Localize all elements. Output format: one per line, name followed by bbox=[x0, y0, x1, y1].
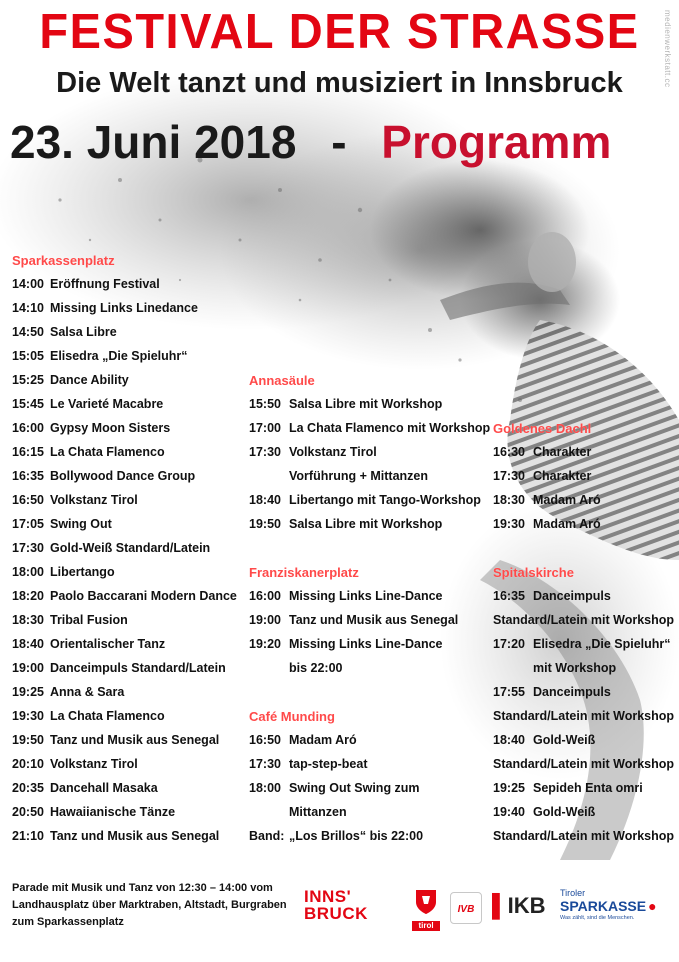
act-name: Volkstanz Tirol bbox=[50, 493, 138, 507]
act-name: Le Varieté Macabre bbox=[50, 397, 164, 411]
time-label: 19:00 bbox=[12, 661, 44, 675]
sparkasse-logo-tagline: Was zählt, sind die Menschen. bbox=[560, 915, 635, 921]
act-name: Elisedra „Die Spieluhr“ bbox=[533, 637, 671, 651]
time-label: 18:20 bbox=[12, 589, 44, 603]
venue-title: Café Munding bbox=[249, 709, 335, 724]
act-name: Gypsy Moon Sisters bbox=[50, 421, 171, 435]
parade-line: Parade mit Musik und Tanz von 12:30 – 14:00 vom bbox=[12, 882, 273, 894]
venue-title: Spitalskirche bbox=[493, 565, 574, 580]
act-name: Tanz und Musik aus Senegal bbox=[289, 613, 459, 627]
act-name: Sepideh Enta omri bbox=[533, 781, 643, 795]
time-label: 17:30 bbox=[249, 445, 281, 459]
act-name: Gold-Weiß bbox=[533, 733, 596, 747]
schedule-row bbox=[12, 488, 237, 512]
act-name: Salsa Libre bbox=[50, 325, 117, 339]
innsbruck-logo bbox=[304, 888, 368, 922]
act-name: Missing Links Line-Dance bbox=[289, 637, 443, 651]
time-label bbox=[493, 656, 533, 680]
act-name: Dance Ability bbox=[50, 373, 129, 387]
act-name: Swing Out bbox=[50, 517, 112, 531]
sparkasse-s-icon: ● bbox=[648, 898, 657, 914]
act-name: Bollywood Dance Group bbox=[50, 469, 196, 483]
innsbruck-logo-line1: INNS' bbox=[304, 887, 352, 906]
act-name: Missing Links Linedance bbox=[50, 301, 198, 315]
act-name: Standard/Latein mit Workshop bbox=[493, 613, 675, 627]
time-label: 19:30 bbox=[12, 709, 44, 723]
act-name: mit Workshop bbox=[533, 661, 617, 675]
sponsor-logos bbox=[302, 886, 679, 936]
photo-credit: medienwerkstatt.cc bbox=[663, 10, 672, 88]
schedule-row bbox=[493, 464, 601, 488]
parade-line: zum Sparkassenplatz bbox=[12, 916, 124, 928]
act-name: Danceimpuls bbox=[533, 685, 611, 699]
time-label: 19:30 bbox=[493, 517, 525, 531]
act-name: Volkstanz Tirol bbox=[50, 757, 138, 771]
schedule-row bbox=[249, 800, 423, 824]
schedule-row bbox=[249, 488, 490, 512]
innsbruck-logo-line2: BRUCK bbox=[304, 904, 368, 923]
date-line bbox=[10, 116, 611, 168]
act-name: Tanz und Musik aus Senegal bbox=[50, 733, 220, 747]
time-label: 17:20 bbox=[493, 637, 525, 651]
schedule-row bbox=[249, 824, 423, 848]
schedule-row bbox=[12, 608, 237, 632]
schedule-row bbox=[12, 512, 237, 536]
time-label: 17:00 bbox=[249, 421, 281, 435]
time-label: 16:50 bbox=[249, 733, 281, 747]
schedule-row bbox=[12, 584, 237, 608]
schedule-row bbox=[493, 680, 674, 704]
act-name: Danceimpuls Standard/Latein bbox=[50, 661, 226, 675]
program-label: Programm bbox=[381, 116, 612, 168]
time-label: 17:30 bbox=[249, 757, 281, 771]
act-name: Charakter bbox=[533, 469, 592, 483]
time-label: 16:00 bbox=[249, 589, 281, 603]
time-label: Band: bbox=[249, 829, 285, 843]
act-name: Paolo Baccarani Modern Dance bbox=[50, 589, 237, 603]
act-name: Anna & Sara bbox=[50, 685, 125, 699]
time-label: 17:30 bbox=[12, 541, 44, 555]
venue-goldenes-dachl bbox=[493, 420, 601, 536]
time-label: 19:50 bbox=[12, 733, 44, 747]
sparkasse-logo-name: SPARKASSE bbox=[560, 898, 647, 914]
time-label: 17:55 bbox=[493, 685, 525, 699]
schedule-row bbox=[12, 344, 237, 368]
time-label: 20:35 bbox=[12, 781, 44, 795]
act-name: bis 22:00 bbox=[289, 661, 343, 675]
schedule-row bbox=[493, 776, 674, 800]
act-name: Swing Out Swing zum bbox=[289, 781, 420, 795]
venue-title: Annasäule bbox=[249, 373, 315, 388]
time-label: 18:40 bbox=[493, 733, 525, 747]
schedule-row bbox=[249, 776, 423, 800]
time-label: 16:15 bbox=[12, 445, 44, 459]
tirol-logo bbox=[412, 886, 440, 928]
time-label: 18:30 bbox=[493, 493, 525, 507]
schedule-row bbox=[12, 464, 237, 488]
schedule-row bbox=[493, 704, 674, 728]
ivb-logo bbox=[450, 892, 482, 924]
venue-title: Sparkassenplatz bbox=[12, 253, 115, 268]
act-name: Eröffnung Festival bbox=[50, 277, 160, 291]
time-label: 19:25 bbox=[493, 781, 525, 795]
venue-cafe-munding bbox=[249, 708, 423, 848]
act-name: Orientalischer Tanz bbox=[50, 637, 166, 651]
sparkasse-logo-main bbox=[560, 898, 678, 914]
sparkasse-logo bbox=[560, 888, 678, 922]
act-name: Tribal Fusion bbox=[50, 613, 128, 627]
act-name: La Chata Flamenco mit Workshop bbox=[289, 421, 491, 435]
act-name: Libertango mit Tango-Workshop bbox=[289, 493, 481, 507]
act-name: tap-step-beat bbox=[289, 757, 368, 771]
act-name: Missing Links Line-Dance bbox=[289, 589, 443, 603]
schedule-row bbox=[12, 680, 237, 704]
time-label: 19:25 bbox=[12, 685, 44, 699]
venue-title: Franziskanerplatz bbox=[249, 565, 359, 580]
schedule-row bbox=[249, 752, 423, 776]
act-name: Salsa Libre mit Workshop bbox=[289, 517, 443, 531]
schedule-row bbox=[249, 464, 490, 488]
schedule-row bbox=[493, 512, 601, 536]
schedule-row bbox=[249, 416, 490, 440]
time-label: 14:10 bbox=[12, 301, 44, 315]
time-label: 19:00 bbox=[249, 613, 281, 627]
schedule-row bbox=[249, 728, 423, 752]
venue-franziskanerplatz bbox=[249, 564, 458, 680]
schedule-row bbox=[249, 608, 458, 632]
time-label: 14:50 bbox=[12, 325, 44, 339]
time-label: 17:30 bbox=[493, 469, 525, 483]
time-label: 20:50 bbox=[12, 805, 44, 819]
schedule-row bbox=[12, 416, 237, 440]
time-label: 20:10 bbox=[12, 757, 44, 771]
act-name: Libertango bbox=[50, 565, 115, 579]
act-name: Gold-Weiß bbox=[533, 805, 596, 819]
time-label: 15:50 bbox=[249, 397, 281, 411]
time-label: 15:45 bbox=[12, 397, 44, 411]
time-label: 18:40 bbox=[12, 637, 44, 651]
ikb-logo-text: IKB bbox=[507, 893, 546, 918]
schedule-row bbox=[12, 656, 237, 680]
festival-date: 23. Juni 2018 bbox=[10, 116, 297, 168]
ivb-logo-text: IVB bbox=[457, 904, 475, 915]
schedule-row bbox=[493, 440, 601, 464]
act-name: Madam Aró bbox=[289, 733, 357, 747]
act-name: Madam Aró bbox=[533, 493, 601, 507]
ikb-icon: ▌ bbox=[492, 893, 508, 918]
act-name: Standard/Latein mit Workshop bbox=[493, 757, 675, 771]
schedule-row bbox=[12, 560, 237, 584]
time-label: 16:30 bbox=[493, 445, 525, 459]
time-label: 19:40 bbox=[493, 805, 525, 819]
date-separator: - bbox=[331, 116, 347, 168]
schedule-row bbox=[12, 752, 237, 776]
time-label: 18:30 bbox=[12, 613, 44, 627]
tirol-eagle-icon bbox=[412, 886, 440, 916]
schedule-row bbox=[493, 728, 674, 752]
parade-line: Landhausplatz über Marktraben, Altstadt, Burgraben bbox=[12, 899, 287, 911]
schedule-row bbox=[493, 584, 674, 608]
schedule-row bbox=[249, 440, 490, 464]
schedule-row bbox=[12, 368, 237, 392]
act-name: Danceimpuls bbox=[533, 589, 611, 603]
time-label: 19:50 bbox=[249, 517, 281, 531]
time-label: 16:35 bbox=[12, 469, 44, 483]
act-name: Dancehall Masaka bbox=[50, 781, 158, 795]
time-label: 21:10 bbox=[12, 829, 44, 843]
time-label: 15:05 bbox=[12, 349, 44, 363]
act-name: Vorführung + Mittanzen bbox=[289, 469, 428, 483]
time-label: 16:50 bbox=[12, 493, 44, 507]
act-name: Mittanzen bbox=[289, 805, 347, 819]
time-label: 18:40 bbox=[249, 493, 281, 507]
schedule-row bbox=[12, 296, 237, 320]
act-name: La Chata Flamenco bbox=[50, 709, 165, 723]
schedule-row bbox=[12, 272, 237, 296]
act-name: Hawaiianische Tänze bbox=[50, 805, 176, 819]
schedule-row bbox=[249, 656, 458, 680]
time-label: 15:25 bbox=[12, 373, 44, 387]
schedule-row bbox=[12, 440, 237, 464]
schedule-row bbox=[12, 776, 237, 800]
time-label: 18:00 bbox=[249, 781, 281, 795]
time-label: 17:05 bbox=[12, 517, 44, 531]
act-name: Elisedra „Die Spieluhr“ bbox=[50, 349, 188, 363]
schedule-row bbox=[12, 536, 237, 560]
schedule-row bbox=[493, 800, 674, 824]
schedule-row bbox=[493, 656, 674, 680]
act-name: Madam Aró bbox=[533, 517, 601, 531]
schedule-row bbox=[493, 752, 674, 776]
time-label: 19:20 bbox=[249, 637, 281, 651]
venue-sparkassenplatz bbox=[12, 252, 237, 848]
act-name: Volkstanz Tirol bbox=[289, 445, 377, 459]
schedule-row bbox=[12, 824, 237, 848]
schedule-row bbox=[493, 632, 674, 656]
schedule-row bbox=[12, 728, 237, 752]
festival-subtitle: Die Welt tanzt und musiziert in Innsbruck bbox=[56, 67, 623, 99]
act-name: Salsa Libre mit Workshop bbox=[289, 397, 443, 411]
schedule-row bbox=[12, 800, 237, 824]
time-label bbox=[249, 464, 289, 488]
schedule-row bbox=[12, 704, 237, 728]
parade-info bbox=[12, 880, 302, 931]
time-label: 14:00 bbox=[12, 277, 44, 291]
venue-annasaeule bbox=[249, 372, 490, 536]
act-name: Charakter bbox=[533, 445, 592, 459]
act-name: La Chata Flamenco bbox=[50, 445, 165, 459]
schedule-row bbox=[12, 392, 237, 416]
schedule-row bbox=[249, 512, 490, 536]
time-label bbox=[249, 656, 289, 680]
time-label: 18:00 bbox=[12, 565, 44, 579]
schedule-row bbox=[12, 632, 237, 656]
time-label bbox=[249, 800, 289, 824]
sparkasse-logo-top: Tiroler bbox=[560, 888, 586, 898]
act-name: Gold-Weiß Standard/Latein bbox=[50, 541, 211, 555]
venue-title: Goldenes Dachl bbox=[493, 421, 592, 436]
time-label: 16:35 bbox=[493, 589, 525, 603]
schedule-row bbox=[249, 584, 458, 608]
tirol-logo-text: tirol bbox=[412, 921, 440, 931]
festival-title: FESTIVAL DER STRASSE bbox=[39, 2, 640, 59]
schedule-row bbox=[493, 824, 674, 848]
act-name: Standard/Latein mit Workshop bbox=[493, 829, 675, 843]
ikb-logo bbox=[492, 894, 545, 918]
schedule-row bbox=[249, 632, 458, 656]
schedule-row bbox=[249, 392, 490, 416]
act-name: Standard/Latein mit Workshop bbox=[493, 709, 675, 723]
act-name: Tanz und Musik aus Senegal bbox=[50, 829, 220, 843]
time-label: 16:00 bbox=[12, 421, 44, 435]
venue-spitalskirche bbox=[493, 564, 674, 848]
act-name: „Los Brillos“ bis 22:00 bbox=[289, 829, 424, 843]
schedule-row bbox=[493, 608, 674, 632]
schedule-row bbox=[493, 488, 601, 512]
schedule-row bbox=[12, 320, 237, 344]
